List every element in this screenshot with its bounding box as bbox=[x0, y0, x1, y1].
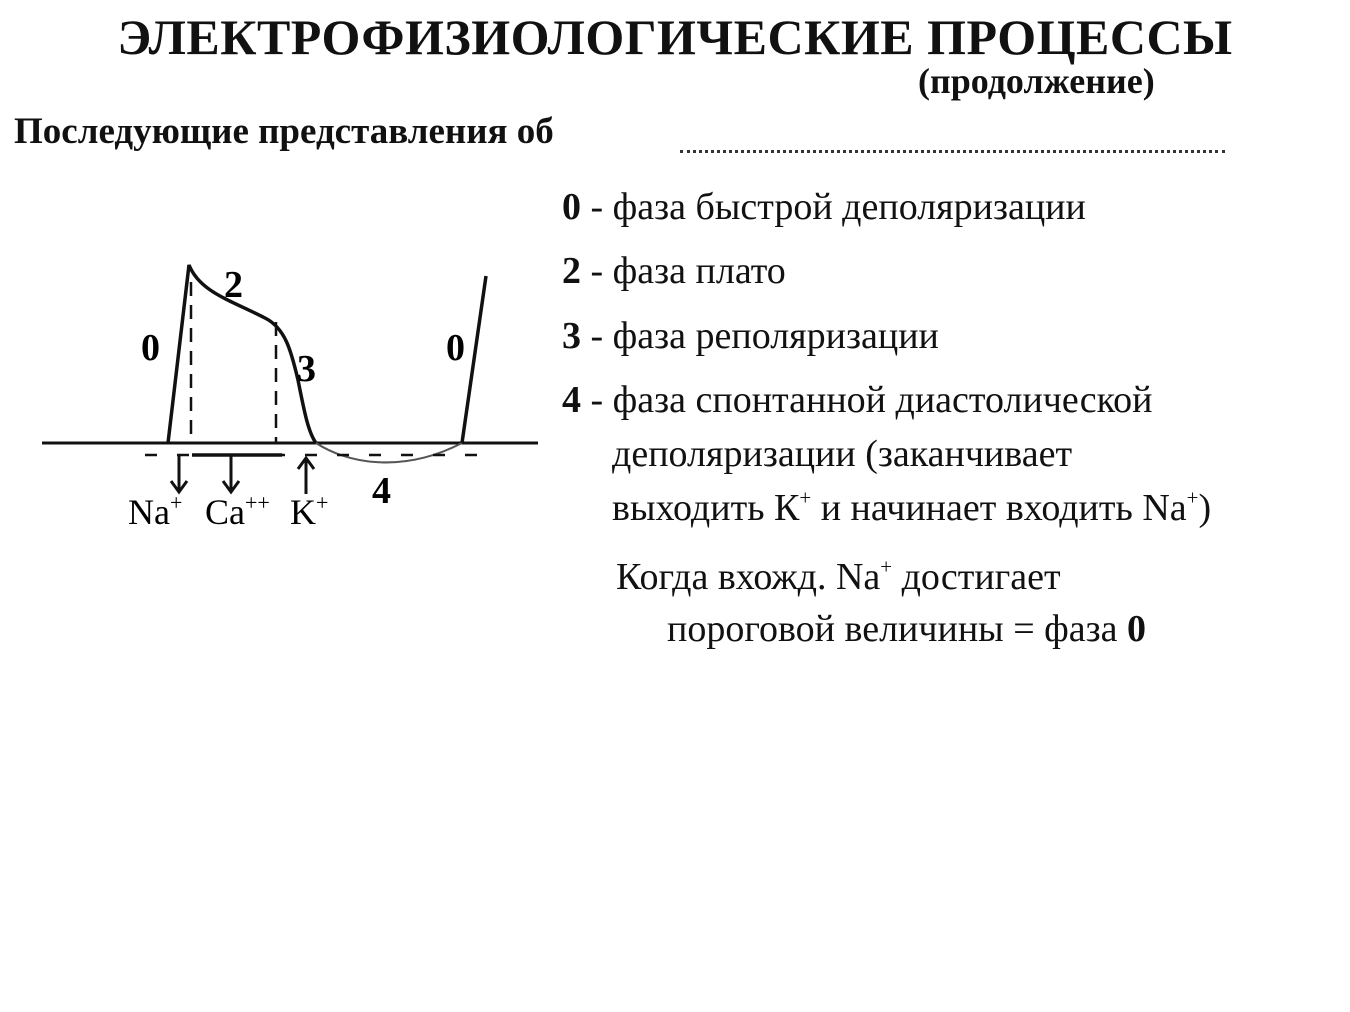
phase-2-label: 2 bbox=[224, 264, 243, 306]
phase4-curve bbox=[316, 443, 462, 462]
legend-phase-4-continuation-2: выходить К+ и начинает входить Na+) bbox=[612, 485, 1212, 529]
phase-3-label: 3 bbox=[297, 348, 316, 390]
ca-arrow-icon bbox=[223, 456, 239, 492]
second-upstroke bbox=[462, 276, 486, 443]
legend-item-phase-4: 4 - фаза спонтанной диастолической bbox=[562, 379, 1153, 421]
legend-item-phase-0: 0 - фаза быстрой деполяризации bbox=[562, 186, 1086, 228]
threshold-note-line-1: Когда вхожд. Na+ достигает bbox=[616, 554, 1061, 598]
topic-heading: Последующие представления об bbox=[14, 111, 554, 152]
phase-0-right-label: 0 bbox=[446, 327, 465, 369]
ion-ca-label: Ca++ bbox=[205, 490, 270, 532]
page-title: ЭЛЕКТРОФИЗИОЛОГИЧЕСКИЕ ПРОЦЕССЫ bbox=[117, 9, 1233, 65]
phase-4-label: 4 bbox=[372, 470, 391, 512]
threshold-note-line-2: пороговой величины = фаза 0 bbox=[667, 608, 1146, 650]
legend-item-phase-2: 2 - фаза плато bbox=[562, 250, 786, 292]
page-subtitle: (продолжение) bbox=[918, 61, 1155, 101]
ion-na-label: Na+ bbox=[128, 490, 183, 532]
k-arrow-icon bbox=[298, 458, 314, 494]
phase-0-left-label: 0 bbox=[141, 327, 160, 369]
legend-item-phase-3: 3 - фаза реполяризации bbox=[562, 315, 939, 357]
na-arrow-icon bbox=[171, 456, 187, 492]
legend-phase-4-continuation-1: деполяризации (заканчивает bbox=[612, 433, 1073, 475]
ion-k-label: K+ bbox=[290, 490, 329, 532]
